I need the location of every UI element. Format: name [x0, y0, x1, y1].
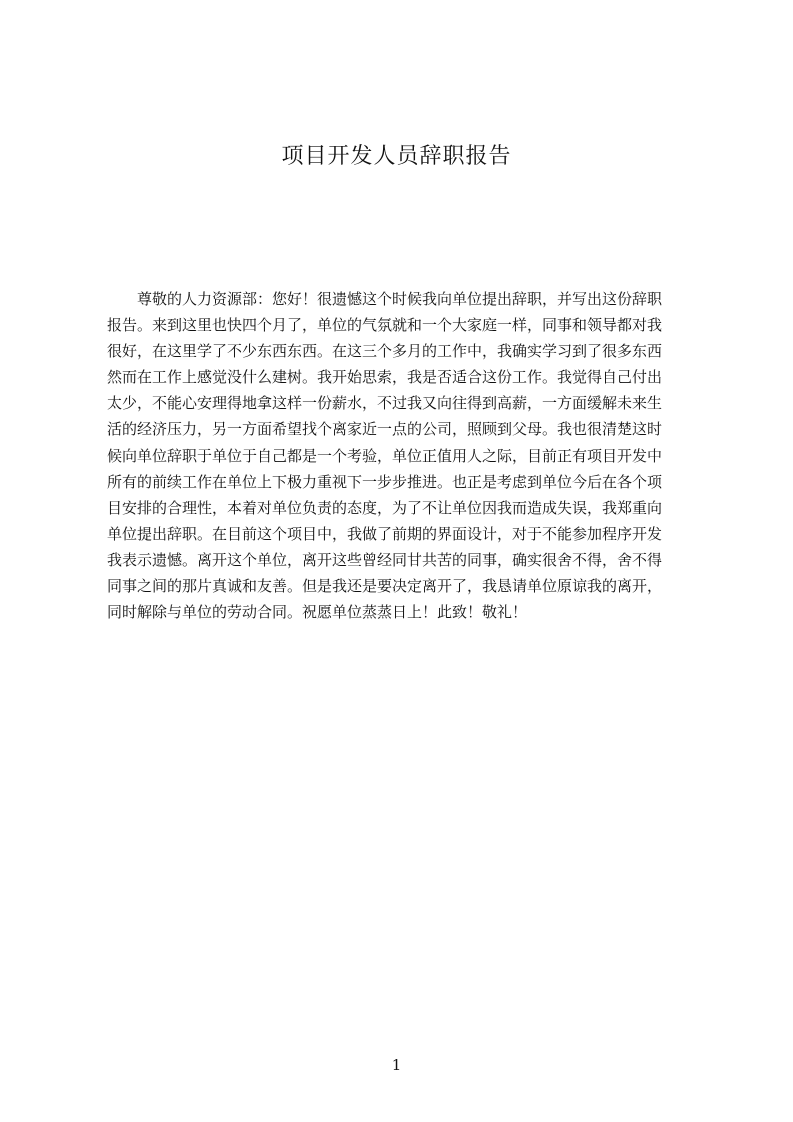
body-line: 尊敬的人力资源部：您好！很遗憾这个时候我向单位提出辞职，并写出这份辞职 [137, 290, 663, 308]
body-line: 活的经济压力，另一方面希望找个离家近一点的公司，照顾到父母。我也很清楚这时 [107, 420, 663, 439]
page-title: 项目开发人员辞职报告 [281, 144, 512, 169]
body-line: 同时解除与单位的劳动合同。祝愿单位蒸蒸日上！此致！敬礼！ [107, 603, 528, 622]
body-line: 报告。来到这里也快四个月了，单位的气氛就和一个大家庭一样，同事和领导都对我 [107, 316, 663, 335]
body-line: 太少，不能心安理得地拿这样一份薪水，不过我又向往得到高薪，一方面缓解未来生 [107, 394, 663, 413]
body-line: 单位提出辞职。在目前这个项目中，我做了前期的界面设计，对于不能参加程序开发 [107, 524, 663, 543]
body-line: 然而在工作上感觉没什么建树。我开始思索，我是否适合这份工作。我觉得自己付出 [107, 368, 663, 387]
body-line: 我表示遗憾。离开这个单位，离开这些曾经同甘共苦的同事，确实很舍不得，舍不得 [107, 550, 663, 569]
body-line: 同事之间的那片真诚和友善。但是我还是要决定离开了，我恳请单位原谅我的离开， [107, 577, 663, 596]
page-number: 1 [391, 1056, 402, 1074]
body-line: 很好，在这里学了不少东西东西。在这三个多月的工作中，我确实学习到了很多东西 [107, 342, 663, 361]
resignation-body [107, 286, 700, 625]
body-line: 目安排的合理性，本着对单位负责的态度，为了不让单位因我而造成失误，我郑重向 [107, 498, 663, 517]
body-line: 所有的前续工作在单位上下极力重视下一步步推进。也正是考虑到单位今后在各个项 [107, 472, 663, 491]
body-line: 候向单位辞职于单位于自己都是一个考验，单位正值用人之际，目前正有项目开发中 [107, 446, 663, 465]
